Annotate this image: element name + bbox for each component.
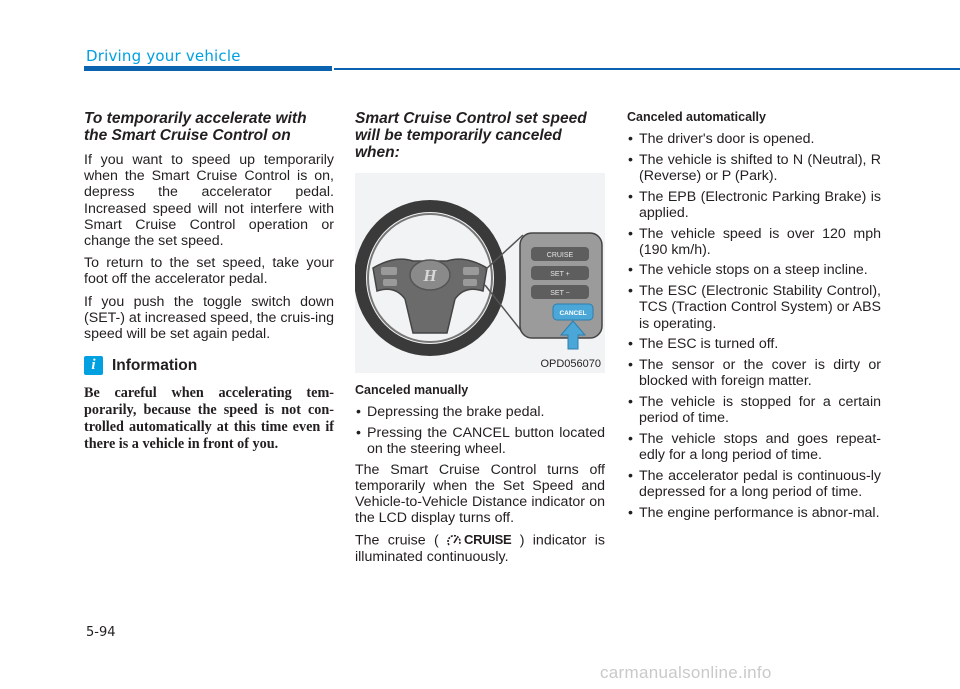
heading-accelerate: To temporarily accelerate with the Smart Cruise Control on bbox=[84, 110, 307, 144]
column-left bbox=[84, 110, 334, 453]
column-middle bbox=[355, 110, 605, 571]
switch-label: SET − bbox=[550, 290, 570, 297]
heading-canceled: Smart Cruise Control set speed will be temporarily canceled when: bbox=[355, 110, 587, 161]
column-right bbox=[627, 110, 881, 525]
information-body: Be careful when accelerating tem-porarily, because the speed is not con-trolled automatically at this time even if there is a vehicle in front of you. bbox=[84, 385, 334, 453]
list-item: • The ESC is turned off. bbox=[627, 336, 881, 352]
steering-wheel-figure bbox=[355, 173, 605, 373]
header-rule-thin bbox=[334, 68, 960, 70]
paragraph: The Smart Cruise Control turns off temporarily when the Set Speed and Vehicle-to-Vehicle Distance indicator on the LCD display turns off. bbox=[355, 461, 605, 527]
watermark: carmanualsonline.info bbox=[600, 663, 772, 682]
subheading-canceled-manually: Canceled manually bbox=[355, 383, 469, 397]
svg-text:H: H bbox=[423, 266, 437, 285]
header-rule-thick bbox=[84, 66, 332, 71]
text-fragment: The cruise ( bbox=[355, 533, 439, 550]
switch-label-cancel: CANCEL bbox=[559, 310, 587, 317]
text-fragment: ) indicator is illuminated continuously. bbox=[355, 533, 605, 566]
paragraph: To return to the set speed, take your foot off the accelerator pedal. bbox=[84, 255, 334, 288]
section-title: Driving your vehicle bbox=[86, 47, 241, 65]
subheading-canceled-automatically: Canceled automatically bbox=[627, 110, 766, 124]
speedometer-icon bbox=[447, 534, 461, 547]
list-item: • The vehicle speed is over 120 mph (190 km/h). bbox=[627, 226, 881, 258]
list-item: • Depressing the brake pedal. bbox=[355, 404, 605, 420]
page-number: 5-94 bbox=[86, 625, 116, 640]
list-item: • The accelerator pedal is continuous-ly depressed for a long period of time. bbox=[627, 468, 881, 500]
automatic-list bbox=[627, 131, 881, 521]
list-item: • Pressing the CANCEL button located on the steering wheel. bbox=[355, 425, 605, 457]
information-title: Information bbox=[112, 356, 198, 374]
list-item: • The sensor or the cover is dirty or blocked with foreign matter. bbox=[627, 357, 881, 389]
information-icon: i bbox=[84, 356, 103, 375]
cruise-indicator-label: CRUISE bbox=[464, 532, 512, 548]
list-item: • The vehicle stops on a steep incline. bbox=[627, 262, 881, 278]
steering-wheel-illustration bbox=[355, 173, 605, 373]
list-item: • The ESC (Electronic Stability Control), TCS (Traction Control System) or ABS is operating. bbox=[627, 283, 881, 332]
list-item: • The driver's door is opened. bbox=[627, 131, 881, 147]
paragraph: If you push the toggle switch down (SET-) at increased speed, the cruis-ing speed will be set again pedal. bbox=[84, 293, 334, 343]
manual-list bbox=[355, 404, 605, 457]
list-item: • The vehicle is shifted to N (Neutral), R (Reverse) or P (Park). bbox=[627, 152, 881, 184]
figure-code: OPD056070 bbox=[540, 358, 601, 370]
list-item: • The vehicle is stopped for a certain period of time. bbox=[627, 394, 881, 426]
list-item: • The engine performance is abnor-mal. bbox=[627, 505, 881, 521]
paragraph-cruise-indicator bbox=[355, 532, 605, 565]
switch-label: SET + bbox=[550, 271, 570, 278]
information-header bbox=[84, 356, 334, 375]
cruise-indicator bbox=[447, 532, 511, 548]
switch-label: CRUISE bbox=[546, 252, 574, 259]
list-item: • The vehicle stops and goes repeat-edly for a long period of time. bbox=[627, 431, 881, 463]
list-item: • The EPB (Electronic Parking Brake) is applied. bbox=[627, 189, 881, 221]
paragraph: If you want to speed up temporarily when the Smart Cruise Control is on, depress the accelerator pedal. Increased speed will not interfere with Smart Cruise Control operation or change the set speed. bbox=[84, 152, 334, 250]
